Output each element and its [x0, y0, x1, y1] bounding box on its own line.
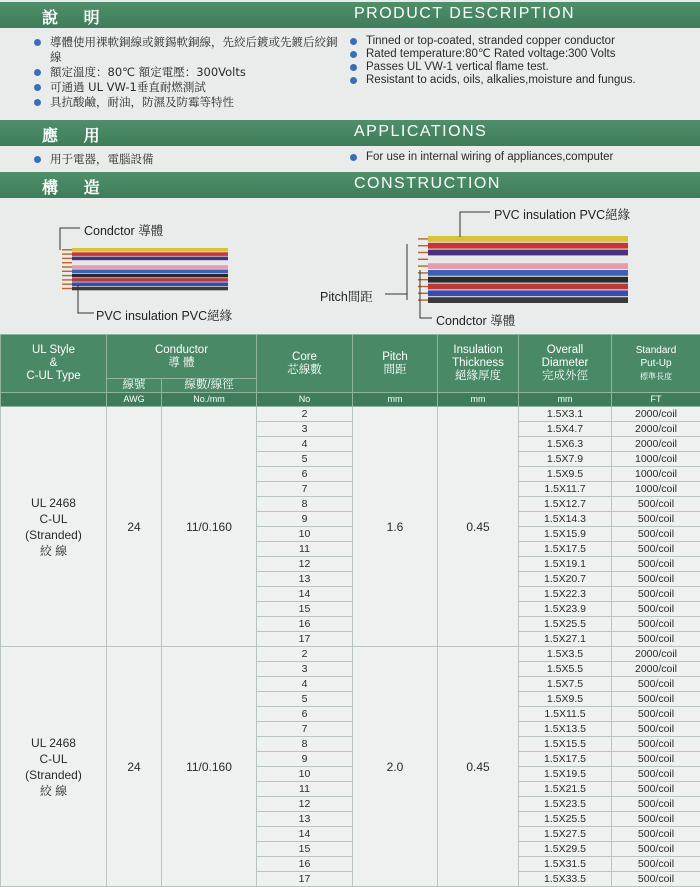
table-cell: 7: [257, 482, 353, 497]
table-cell: 2: [257, 407, 353, 422]
table-cell: 1.5X9.5: [519, 692, 612, 707]
table-cell: 8: [257, 737, 353, 752]
table-cell: 3: [257, 422, 353, 437]
table-cell: 500/coil: [612, 812, 700, 827]
table-cell: 1000/coil: [612, 482, 700, 497]
table-cell: 1.5X27.5: [519, 827, 612, 842]
table-cell: 14: [257, 587, 353, 602]
wire-strand: [428, 290, 628, 296]
unit-cell: No./mm: [162, 393, 257, 407]
list-item: 具抗酸鹼，耐油，防濕及防霉等特性: [24, 95, 344, 110]
wire-strand: [428, 277, 628, 283]
bullet-icon: [34, 69, 41, 76]
wire-strand: [428, 270, 628, 276]
left-insulation-label: PVC insulation PVC絕緣: [96, 306, 232, 324]
table-cell: 500/coil: [612, 722, 700, 737]
table-cell: 2000/coil: [612, 407, 700, 422]
leader-line: [60, 228, 80, 250]
wire-strand: [428, 256, 628, 262]
table-cell: 2000/coil: [612, 437, 700, 452]
table-cell: 1.5X11.5: [519, 707, 612, 722]
table-cell: 1.5X17.5: [519, 752, 612, 767]
bullet-icon: [34, 99, 41, 106]
table-cell: 12: [257, 557, 353, 572]
table-cell: 1.5X20.7: [519, 572, 612, 587]
table-cell: 13: [257, 812, 353, 827]
wire-strand: [72, 265, 228, 269]
list-item: 額定溫度：80℃ 額定電壓：300Volts: [24, 65, 344, 80]
table-cell: 500/coil: [612, 617, 700, 632]
table-cell: 500/coil: [612, 602, 700, 617]
bullet-icon: [350, 64, 357, 71]
wire-strand: [428, 243, 628, 249]
core-header: Core 芯線數: [257, 335, 353, 393]
table-cell: 1.5X27.1: [519, 632, 612, 647]
ul-style-cell: UL 2468 C-UL (Stranded) 絞 線: [1, 407, 107, 647]
list-item: Resistant to acids, oils, alkalies,moisture and fungus.: [340, 74, 700, 87]
table-cell: 500/coil: [612, 677, 700, 692]
table-cell: 17: [257, 872, 353, 887]
unit-cell: mm: [519, 393, 612, 407]
wire-strand: [72, 282, 228, 286]
table-cell: 1.5X13.5: [519, 722, 612, 737]
bullet-icon: [350, 51, 357, 58]
bullet-icon: [350, 154, 357, 161]
construction-title-en: CONSTRUCTION: [354, 175, 501, 193]
table-cell: 2.0: [353, 647, 438, 887]
table-cell: 12: [257, 797, 353, 812]
table-cell: 15: [257, 842, 353, 857]
wire-strand: [72, 257, 228, 261]
table-cell: 6: [257, 707, 353, 722]
ul-style-header: UL Style & C-UL Type: [1, 335, 107, 393]
table-cell: 1.5X3.5: [519, 647, 612, 662]
table-cell: 500/coil: [612, 497, 700, 512]
table-cell: 1.5X12.7: [519, 497, 612, 512]
table-cell: 5: [257, 692, 353, 707]
ul-style-cell: UL 2468 C-UL (Stranded) 絞 線: [1, 647, 107, 887]
table-cell: 3: [257, 662, 353, 677]
bullet-icon: [350, 38, 357, 45]
table-cell: 1.5X33.5: [519, 872, 612, 887]
table-cell: 7: [257, 722, 353, 737]
wire-strand: [72, 261, 228, 265]
table-cell: 11/0.160: [162, 407, 257, 647]
wire-strand: [72, 252, 228, 256]
table-cell: 1.5X31.5: [519, 857, 612, 872]
table-cell: 500/coil: [612, 782, 700, 797]
table-cell: 500/coil: [612, 752, 700, 767]
wire-strand: [72, 270, 228, 274]
table-cell: 1.5X25.5: [519, 812, 612, 827]
description-list-zh: [24, 35, 344, 110]
list-item: Rated temperature:80℃ Rated voltage:300 Volts: [340, 48, 700, 61]
table-cell: 16: [257, 617, 353, 632]
table-row: [1, 407, 700, 422]
table-cell: 1.5X21.5: [519, 782, 612, 797]
table-cell: 500/coil: [612, 857, 700, 872]
table-cell: 1.5X4.7: [519, 422, 612, 437]
unit-cell: No: [257, 393, 353, 407]
table-cell: 9: [257, 752, 353, 767]
table-cell: 500/coil: [612, 527, 700, 542]
pitch-header: Pitch 間距: [353, 335, 438, 393]
wire-strand: [428, 250, 628, 256]
list-item: 可通過 UL VW-1垂直耐燃測試: [24, 80, 344, 95]
description-title-en: PRODUCT DESCRIPTION: [354, 5, 575, 23]
wire-strand: [72, 274, 228, 278]
applications-list-en: [340, 151, 700, 164]
table-cell: 500/coil: [612, 512, 700, 527]
table-cell: 1.5X22.3: [519, 587, 612, 602]
unit-cell: [1, 393, 107, 407]
table-cell: 500/coil: [612, 542, 700, 557]
table-cell: 24: [107, 647, 162, 887]
table-cell: 1.5X5.5: [519, 662, 612, 677]
table-cell: 1.5X17.5: [519, 542, 612, 557]
table-cell: 6: [257, 467, 353, 482]
wire-strand: [428, 263, 628, 269]
spec-table: [0, 334, 700, 887]
table-cell: 1.5X9.5: [519, 467, 612, 482]
applications-title-zh: 應 用: [42, 123, 110, 146]
bullet-icon: [350, 77, 357, 84]
bullet-icon: [34, 39, 41, 46]
diameter-header: Overall Diameter 完成外徑: [519, 335, 612, 393]
table-cell: 1000/coil: [612, 467, 700, 482]
wire-strand: [428, 236, 628, 242]
leader-line: [460, 212, 490, 237]
wire-strand: [72, 248, 228, 252]
strand-zh-header: 線數/線徑: [162, 379, 257, 393]
list-item: 導體使用裸軟銅線或鍍錫軟銅線，先絞后鍍或先鍍后絞銅線: [24, 35, 344, 65]
table-cell: 11/0.160: [162, 647, 257, 887]
unit-cell: mm: [353, 393, 438, 407]
table-cell: 1.5X6.3: [519, 437, 612, 452]
putup-header: Standard Put-Up 標準長度: [612, 335, 700, 393]
table-cell: 24: [107, 407, 162, 647]
table-cell: 500/coil: [612, 707, 700, 722]
table-cell: 8: [257, 497, 353, 512]
list-item: Passes UL VW-1 vertical flame test.: [340, 61, 700, 74]
table-cell: 500/coil: [612, 737, 700, 752]
table-cell: 500/coil: [612, 557, 700, 572]
unit-cell: AWG: [107, 393, 162, 407]
description-title-zh: 說 明: [42, 5, 110, 28]
table-cell: 1.5X15.5: [519, 737, 612, 752]
list-item: Tinned or top-coated, stranded copper conductor: [340, 35, 700, 48]
table-cell: 10: [257, 527, 353, 542]
table-cell: 2: [257, 647, 353, 662]
table-cell: 15: [257, 602, 353, 617]
construction-header-bar: [0, 172, 700, 198]
bullet-icon: [34, 84, 41, 91]
table-cell: 1.5X19.1: [519, 557, 612, 572]
table-cell: 1.5X19.5: [519, 767, 612, 782]
bullet-icon: [34, 156, 41, 163]
table-cell: 11: [257, 542, 353, 557]
table-cell: 13: [257, 572, 353, 587]
table-cell: 1.5X23.5: [519, 797, 612, 812]
table-cell: 9: [257, 512, 353, 527]
description-list-en: [340, 35, 700, 87]
list-item: For use in internal wiring of appliances,computer: [340, 151, 700, 164]
table-cell: 14: [257, 827, 353, 842]
conductor-header: Conductor 導 體: [107, 335, 257, 379]
table-cell: 500/coil: [612, 632, 700, 647]
table-cell: 1.5X7.9: [519, 452, 612, 467]
table-cell: 500/coil: [612, 587, 700, 602]
table-cell: 1.6: [353, 407, 438, 647]
table-row: [1, 647, 700, 662]
table-cell: 1.5X7.5: [519, 677, 612, 692]
table-cell: 1.5X15.9: [519, 527, 612, 542]
unit-cell: mm: [438, 393, 519, 407]
table-cell: 1.5X11.7: [519, 482, 612, 497]
applications-list-zh: [24, 152, 344, 167]
applications-header-bar: [0, 120, 700, 146]
table-cell: 500/coil: [612, 797, 700, 812]
table-cell: 2000/coil: [612, 422, 700, 437]
right-pitch-label: Pitch間距: [320, 287, 373, 305]
awg-zh-header: 線號: [107, 379, 162, 393]
table-cell: 4: [257, 437, 353, 452]
table-cell: 0.45: [438, 647, 519, 887]
table-cell: 2000/coil: [612, 662, 700, 677]
table-cell: 0.45: [438, 407, 519, 647]
table-cell: 1.5X3.1: [519, 407, 612, 422]
wire-strand: [72, 287, 228, 291]
unit-cell: FT: [612, 393, 700, 407]
construction-title-zh: 構 造: [42, 175, 110, 198]
table-cell: 10: [257, 767, 353, 782]
table-cell: 5: [257, 452, 353, 467]
table-cell: 4: [257, 677, 353, 692]
table-cell: 1.5X25.5: [519, 617, 612, 632]
table-cell: 1.5X14.3: [519, 512, 612, 527]
flat-cable-left: [62, 248, 228, 290]
table-cell: 1000/coil: [612, 452, 700, 467]
table-cell: 500/coil: [612, 842, 700, 857]
table-cell: 500/coil: [612, 692, 700, 707]
table-cell: 500/coil: [612, 572, 700, 587]
list-item: 用于電器，電腦設備: [24, 152, 344, 167]
right-conductor-label: Condctor 導體: [436, 311, 515, 329]
right-insulation-label: PVC insulation PVC絕緣: [494, 205, 630, 223]
table-cell: 500/coil: [612, 827, 700, 842]
table-cell: 11: [257, 782, 353, 797]
table-cell: 17: [257, 632, 353, 647]
table-cell: 16: [257, 857, 353, 872]
table-cell: 2000/coil: [612, 647, 700, 662]
flat-cable-right: [418, 236, 628, 303]
description-header-bar: [0, 2, 700, 28]
table-cell: 500/coil: [612, 767, 700, 782]
table-cell: 1.5X23.9: [519, 602, 612, 617]
left-conductor-label: Condctor 導體: [84, 221, 163, 239]
table-cell: 500/coil: [612, 872, 700, 887]
wire-strand: [428, 284, 628, 290]
table-cell: 1.5X29.5: [519, 842, 612, 857]
wire-strand: [72, 278, 228, 282]
applications-title-en: APPLICATIONS: [354, 123, 487, 141]
wire-strand: [428, 297, 628, 303]
insulation-header: Insulation Thickness 絕緣厚度: [438, 335, 519, 393]
